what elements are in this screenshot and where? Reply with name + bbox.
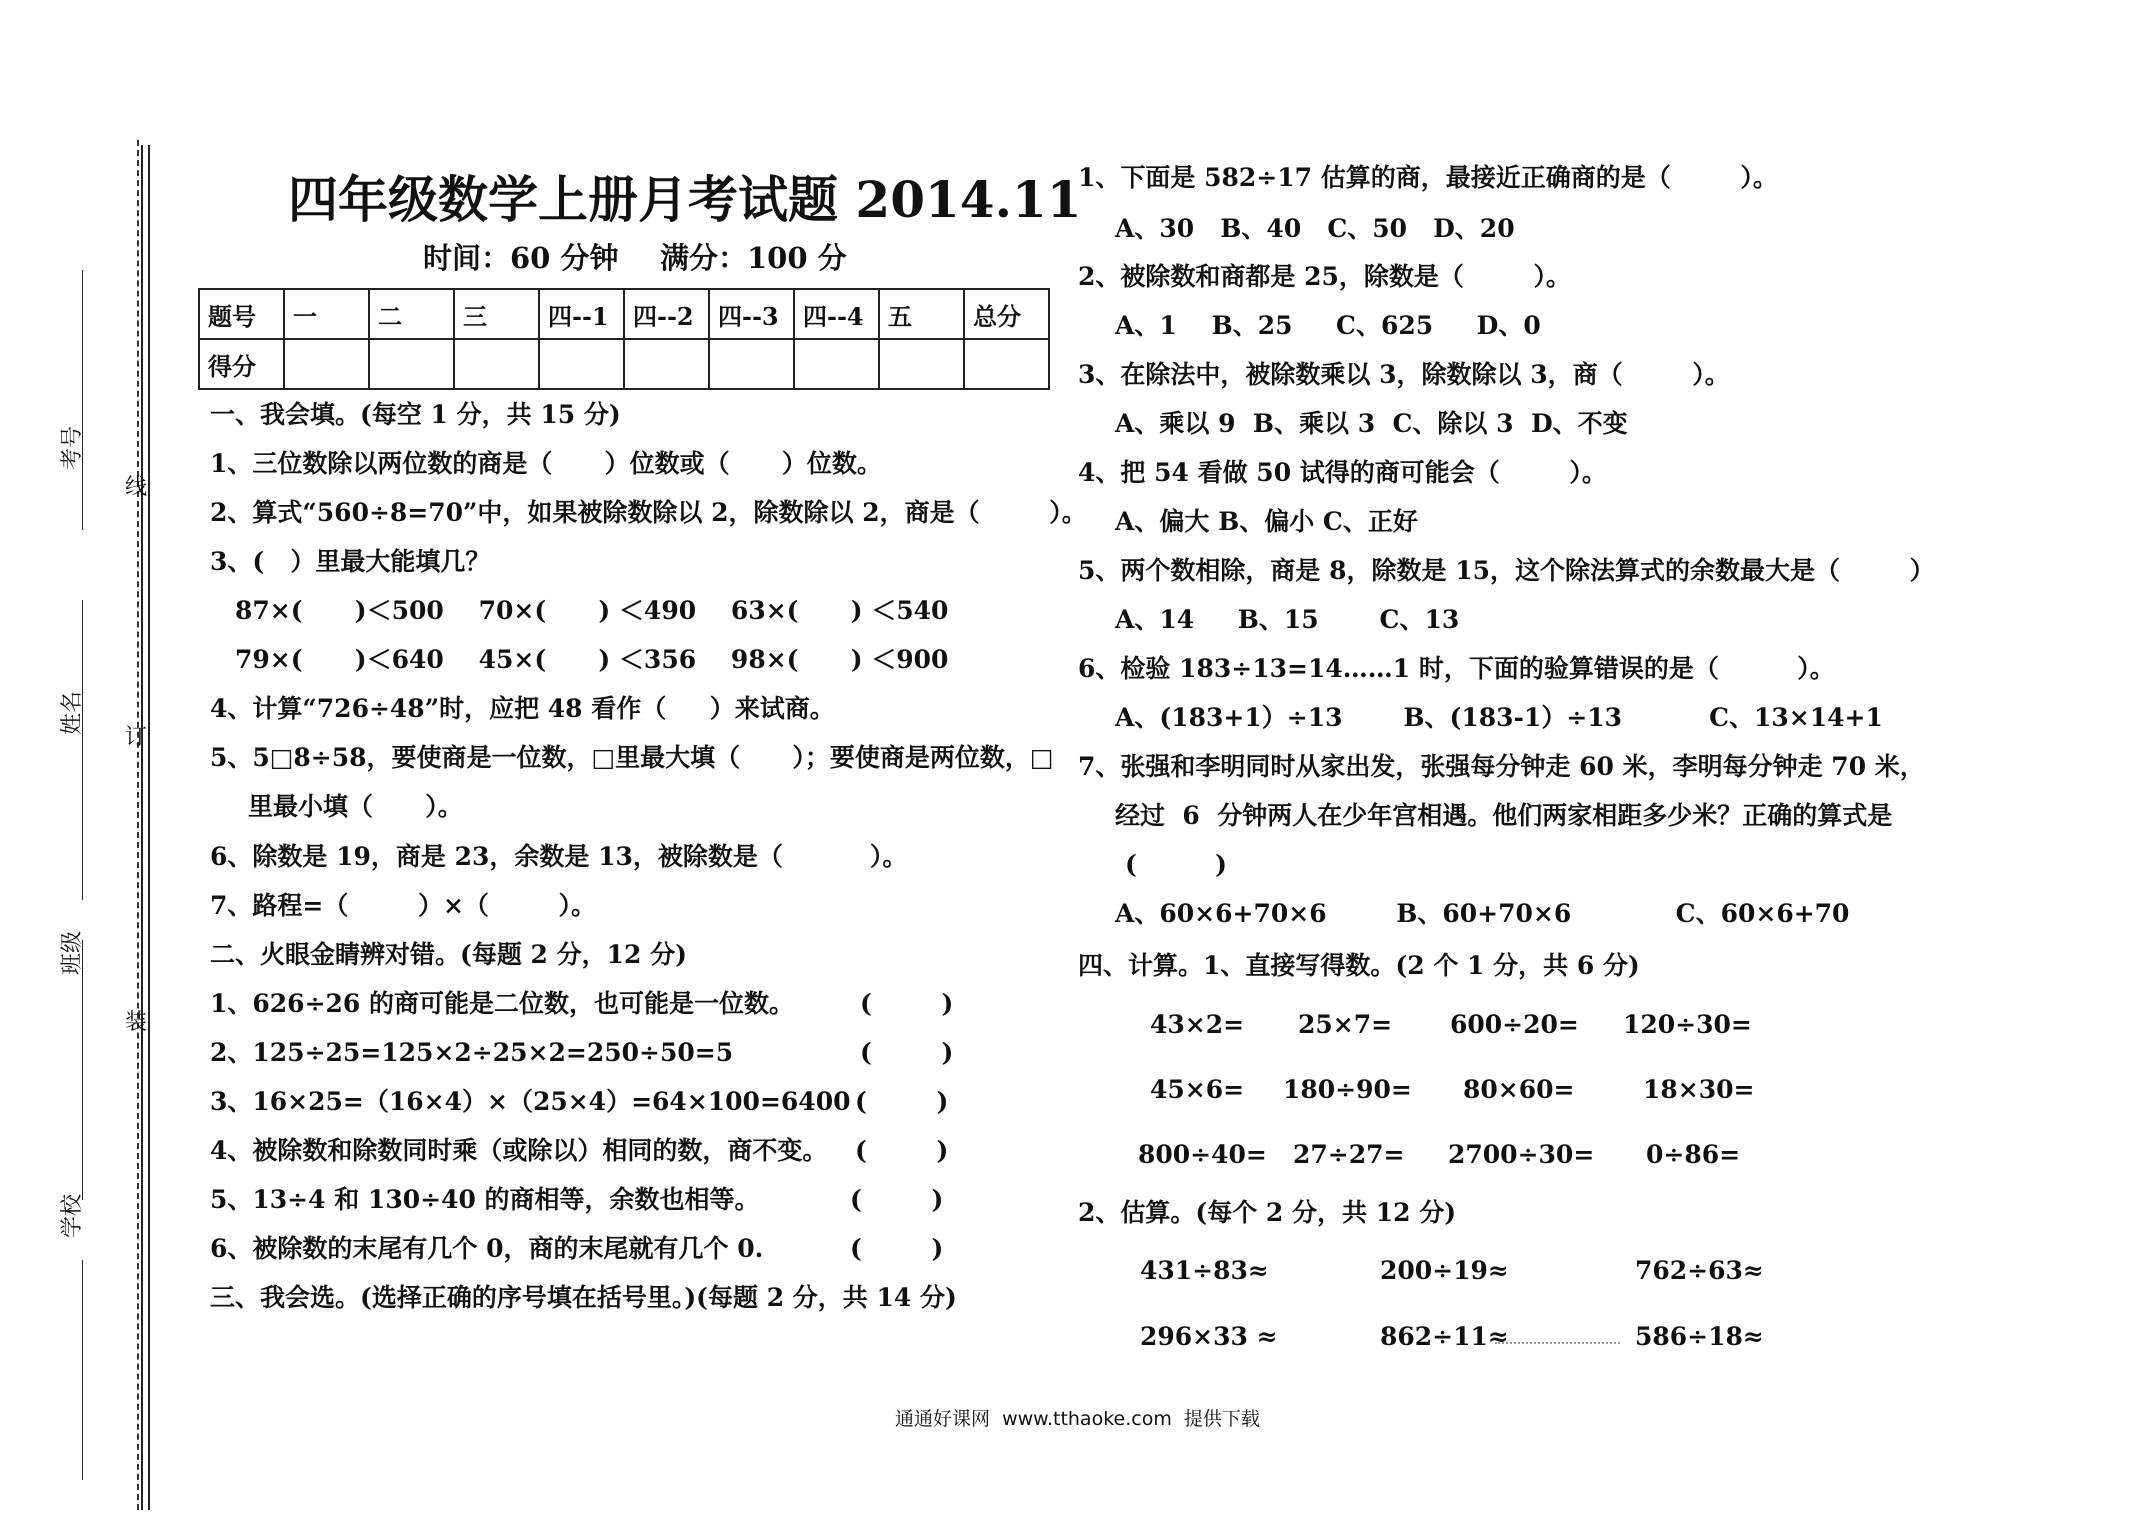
label-exam-number: 考号 xyxy=(60,425,85,470)
sec3-q7-line3: ( ) xyxy=(1125,850,1227,879)
sec1-q1: 1、三位数除以两位数的商是（ ）位数或（ ）位数。 xyxy=(210,449,882,478)
score-cell: 四--3 xyxy=(709,289,794,339)
field-line xyxy=(82,600,83,900)
sec3-q7-options: A、60×6+70×6 B、60+70×6 C、60×6+70 xyxy=(1115,899,1850,928)
margin-dashed-line xyxy=(137,140,139,1510)
score-cell: 得分 xyxy=(199,339,284,389)
score-cell: 四--2 xyxy=(624,289,709,339)
score-input-cell[interactable] xyxy=(964,339,1049,389)
section3-heading: 三、我会选。(选择正确的序号填在括号里。)(每题 2 分，共 14 分) xyxy=(210,1283,957,1312)
sec1-q3: 3、( ）里最大能填几？ xyxy=(210,547,491,576)
sec3-q5: 5、两个数相除，商是 8，除数是 15，这个除法算式的余数最大是（ ） xyxy=(1078,556,1935,585)
sec2-item: 1、626÷26 的商可能是二位数，也可能是一位数。 xyxy=(210,989,795,1018)
label-school: 学校 xyxy=(60,1193,85,1238)
sec2-item: 5、13÷4 和 130÷40 的商相等，余数也相等。 xyxy=(210,1185,760,1214)
sec1-q7: 7、路程=（ ）×（ ）。 xyxy=(210,891,597,920)
calc-item: 45×6= xyxy=(1150,1075,1245,1104)
answer-bracket[interactable]: ( ) xyxy=(860,1038,954,1067)
mark-bind: 装 xyxy=(125,1010,148,1035)
section1-heading: 一、我会填。(每空 1 分，共 15 分) xyxy=(210,400,621,429)
section2-heading: 二、火眼金睛辨对错。(每题 2 分，12 分) xyxy=(210,940,687,969)
field-line xyxy=(82,1260,83,1480)
sec1-q5-line2: 里最小填（ ）。 xyxy=(248,792,463,821)
calc-item: 2700÷30= xyxy=(1448,1140,1595,1169)
sec1-q2: 2、算式“560÷8=70”中，如果被除数除以 2，除数除以 2，商是（ ）。 xyxy=(210,498,1087,527)
estimate-item: 200÷19≈ xyxy=(1380,1256,1509,1285)
calc-item: 180÷90= xyxy=(1283,1075,1412,1104)
margin-line-left xyxy=(141,145,143,1510)
mark-staple-hole: 订 xyxy=(125,725,148,750)
sec3-q4: 4、把 54 看做 50 试得的商可能会（ ）。 xyxy=(1078,458,1607,487)
sec2-item: 2、125÷25=125×2÷25×2=250÷50=5 xyxy=(210,1038,734,1067)
answer-bracket[interactable]: ( ) xyxy=(855,1136,949,1165)
sec1-q6: 6、除数是 19，商是 23，余数是 13，被除数是（ ）。 xyxy=(210,842,908,871)
sec2-item: 6、被除数的末尾有几个 0，商的末尾就有几个 0. xyxy=(210,1234,764,1263)
estimate-item: 296×33 ≈ xyxy=(1140,1322,1278,1351)
calc-item: 18×30= xyxy=(1643,1075,1755,1104)
footer-credit: 通通好课网 www.tthaoke.com 提供下载 xyxy=(895,1408,1260,1430)
sec1-q3-row2: 79×( )＜640 45×( ) ＜356 98×( ) ＜900 xyxy=(235,645,949,674)
sec3-q7-line2: 经过 6 分钟两人在少年宫相遇。他们两家相距多少米？正确的算式是 xyxy=(1115,801,1893,830)
calc-item: 43×2= xyxy=(1150,1010,1245,1039)
score-input-cell[interactable] xyxy=(369,339,454,389)
estimate-item: 762÷63≈ xyxy=(1635,1256,1764,1285)
field-line xyxy=(82,940,83,1200)
score-cell: 五 xyxy=(879,289,964,339)
calc-item: 25×7= xyxy=(1298,1010,1393,1039)
calc-item: 120÷30= xyxy=(1623,1010,1752,1039)
exam-full-score: 满分：100 分 xyxy=(660,241,847,275)
score-table-header-row xyxy=(199,289,1049,339)
score-input-cell[interactable] xyxy=(709,339,794,389)
calc-item: 600÷20= xyxy=(1450,1010,1579,1039)
sec1-q4: 4、计算“726÷48”时，应把 48 看作（ ）来试商。 xyxy=(210,694,835,723)
field-line xyxy=(82,270,83,530)
score-cell: 一 xyxy=(284,289,369,339)
page-title: 四年级数学上册月考试题 2014.11 xyxy=(288,170,1082,229)
score-input-cell[interactable] xyxy=(624,339,709,389)
estimate-item: 862÷11≈ xyxy=(1380,1322,1509,1351)
sec3-q4-options: A、偏大 B、偏小 C、正好 xyxy=(1115,507,1418,536)
sec2-item: 3、16×25=（16×4）×（25×4）=64×100=6400 xyxy=(210,1087,851,1116)
sec3-q7-line1: 7、张强和李明同时从家出发，张强每分钟走 60 米，李明每分钟走 70 米， xyxy=(1078,752,1925,781)
calc-item: 800÷40= xyxy=(1138,1140,1267,1169)
score-input-cell[interactable] xyxy=(879,339,964,389)
score-input-cell[interactable] xyxy=(539,339,624,389)
sec3-q6: 6、检验 183÷13=14……1 时，下面的验算错误的是（ ）。 xyxy=(1078,654,1835,683)
dotted-leader xyxy=(1495,1342,1620,1344)
estimate-heading: 2、估算。(每个 2 分，共 12 分) xyxy=(1078,1198,1457,1227)
sec3-q3-options: A、乘以 9 B、乘以 3 C、除以 3 D、不变 xyxy=(1115,409,1628,438)
exam-time: 时间：60 分钟 xyxy=(423,241,619,275)
label-class: 班级 xyxy=(60,930,85,975)
section4-heading: 四、计算。1、直接写得数。(2 个 1 分，共 6 分) xyxy=(1078,951,1640,980)
score-input-cell[interactable] xyxy=(284,339,369,389)
sec3-q3: 3、在除法中，被除数乘以 3，除数除以 3，商（ ）。 xyxy=(1078,360,1730,389)
score-input-cell[interactable] xyxy=(454,339,539,389)
score-table xyxy=(198,288,1050,390)
estimate-item: 586÷18≈ xyxy=(1635,1322,1764,1351)
sec3-q1: 1、下面是 582÷17 估算的商，最接近正确商的是（ ）。 xyxy=(1078,163,1778,192)
answer-bracket[interactable]: ( ) xyxy=(855,1087,949,1116)
sec3-q2-options: A、1 B、25 C、625 D、0 xyxy=(1115,311,1541,340)
score-cell: 题号 xyxy=(199,289,284,339)
calc-item: 27÷27= xyxy=(1293,1140,1405,1169)
score-cell: 四--4 xyxy=(794,289,879,339)
sec3-q5-options: A、14 B、15 C、13 xyxy=(1115,605,1460,634)
sec3-q1-options: A、30 B、40 C、50 D、20 xyxy=(1115,214,1515,243)
score-table-score-row xyxy=(199,339,1049,389)
answer-bracket[interactable]: ( ) xyxy=(850,1185,944,1214)
label-name: 姓名 xyxy=(60,690,85,735)
score-input-cell[interactable] xyxy=(794,339,879,389)
sec2-item: 4、被除数和除数同时乘（或除以）相同的数，商不变。 xyxy=(210,1136,828,1165)
sec3-q6-options: A、(183+1）÷13 B、(183-1）÷13 C、13×14+1 xyxy=(1115,703,1883,732)
calc-item: 0÷86= xyxy=(1646,1140,1741,1169)
sec3-q2: 2、被除数和商都是 25，除数是（ ）。 xyxy=(1078,262,1572,291)
score-cell: 四--1 xyxy=(539,289,624,339)
calc-item: 80×60= xyxy=(1463,1075,1575,1104)
mark-line: 线 xyxy=(125,475,148,500)
score-cell: 二 xyxy=(369,289,454,339)
answer-bracket[interactable]: ( ) xyxy=(860,989,954,1018)
estimate-item: 431÷83≈ xyxy=(1140,1256,1269,1285)
score-cell: 总分 xyxy=(964,289,1049,339)
score-cell: 三 xyxy=(454,289,539,339)
sec1-q5-line1: 5、5□8÷58，要使商是一位数，□里最大填（ ）；要使商是两位数，□ xyxy=(210,743,1054,772)
margin-line-right xyxy=(148,145,150,1510)
answer-bracket[interactable]: ( ) xyxy=(850,1234,944,1263)
sec1-q3-row1: 87×( )＜500 70×( ) ＜490 63×( ) ＜540 xyxy=(235,596,949,625)
